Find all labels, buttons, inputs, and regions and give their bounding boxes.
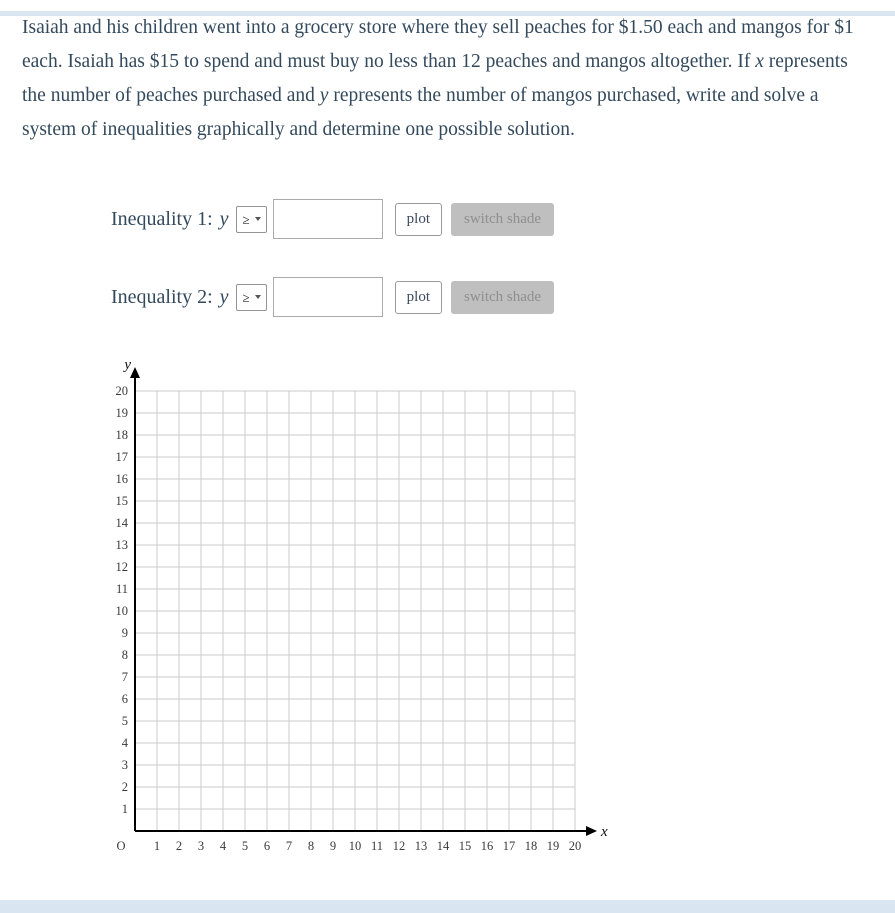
x-tick-label: 8 — [307, 839, 315, 853]
problem-text — [22, 11, 871, 147]
inequality-2-switch-shade-button[interactable]: switch shade — [451, 281, 554, 314]
inequality-1-operator-select[interactable] — [236, 206, 267, 233]
y-tick-label: 6 — [121, 692, 128, 706]
origin-label: O — [116, 839, 126, 853]
inequality-2-input[interactable] — [273, 277, 383, 317]
x-tick-label: 10 — [348, 839, 362, 853]
x-tick-label: 3 — [197, 839, 205, 853]
y-tick-label: 14 — [115, 516, 128, 530]
inequality-2-label-text: Inequality 2: — [111, 285, 218, 308]
y-tick-label: 17 — [115, 450, 128, 464]
problem-part2: represents the number of peaches purchased and — [22, 51, 848, 106]
y-tick-label: 7 — [121, 670, 128, 684]
y-tick-label: 16 — [115, 472, 128, 486]
x-tick-label: 20 — [568, 839, 582, 853]
inequality-2-variable: y — [219, 285, 229, 308]
inequality-1-plot-button[interactable]: plot — [395, 203, 442, 236]
top-border-band — [0, 11, 895, 16]
inequality-1-label-text: Inequality 1: — [111, 207, 218, 230]
y-tick-label: 11 — [115, 582, 128, 596]
inequality-1-label — [111, 208, 229, 231]
graph-svg — [93, 353, 613, 859]
y-tick-label: 18 — [115, 428, 128, 442]
x-tick-label: 7 — [285, 839, 293, 853]
x-tick-label: 16 — [480, 839, 494, 853]
x-tick-label: 6 — [263, 839, 271, 853]
y-tick-label: 20 — [115, 384, 128, 398]
y-tick-label: 2 — [121, 780, 128, 794]
y-tick-label: 8 — [121, 648, 128, 662]
x-tick-label: 5 — [241, 839, 249, 853]
x-tick-label: 4 — [219, 839, 227, 853]
inequality-row-1 — [111, 197, 895, 241]
x-tick-label: 1 — [153, 839, 161, 853]
x-tick-label: 2 — [175, 839, 183, 853]
math-var-y: y — [319, 85, 329, 106]
y-axis-arrow-icon — [130, 367, 140, 378]
y-tick-label: 3 — [121, 758, 128, 772]
x-tick-label: 13 — [414, 839, 428, 853]
y-tick-label: 13 — [115, 538, 128, 552]
inequality-1-input[interactable] — [273, 199, 383, 239]
inequality-2-operator-value: ≥ — [242, 289, 250, 305]
y-axis-label: y — [124, 357, 131, 373]
y-tick-label: 12 — [115, 560, 128, 574]
y-tick-label: 10 — [115, 604, 128, 618]
y-tick-label: 15 — [115, 494, 128, 508]
inequality-1-variable: y — [219, 207, 229, 230]
y-tick-label: 19 — [115, 406, 128, 420]
x-tick-label: 19 — [546, 839, 560, 853]
chevron-down-icon — [255, 217, 261, 221]
x-tick-label: 14 — [436, 839, 450, 853]
inequality-2-label — [111, 286, 229, 309]
x-axis-arrow-icon — [586, 826, 597, 836]
x-tick-label: 18 — [524, 839, 538, 853]
inequality-2-plot-button[interactable]: plot — [395, 281, 442, 314]
x-tick-label: 11 — [370, 839, 384, 853]
problem-part3: represents the number of mangos purchased, write and solve a system of inequalities graphically and determine one possible solution. — [22, 85, 819, 140]
y-tick-label: 5 — [121, 714, 128, 728]
chevron-down-icon — [255, 295, 261, 299]
inequality-rows — [111, 197, 895, 319]
x-tick-label: 9 — [329, 839, 337, 853]
inequality-1-operator-value: ≥ — [242, 211, 250, 227]
y-tick-label: 9 — [121, 626, 128, 640]
inequality-2-operator-select[interactable] — [236, 284, 267, 311]
x-tick-label: 15 — [458, 839, 472, 853]
x-axis-label: x — [601, 824, 608, 840]
x-tick-label: 12 — [392, 839, 406, 853]
inequality-1-switch-shade-button[interactable]: switch shade — [451, 203, 554, 236]
problem-part1: Isaiah and his children went into a grocery store where they sell peaches for $1.50 each and mangos for $1 each. Isaiah has $15 to spend and must buy no less than 12 peaches and mangos altogether. If — [22, 17, 854, 72]
x-tick-label: 17 — [502, 839, 516, 853]
y-tick-label: 4 — [121, 736, 128, 750]
inequality-row-2 — [111, 275, 895, 319]
math-var-x: x — [755, 51, 764, 72]
y-tick-label: 1 — [121, 802, 128, 816]
